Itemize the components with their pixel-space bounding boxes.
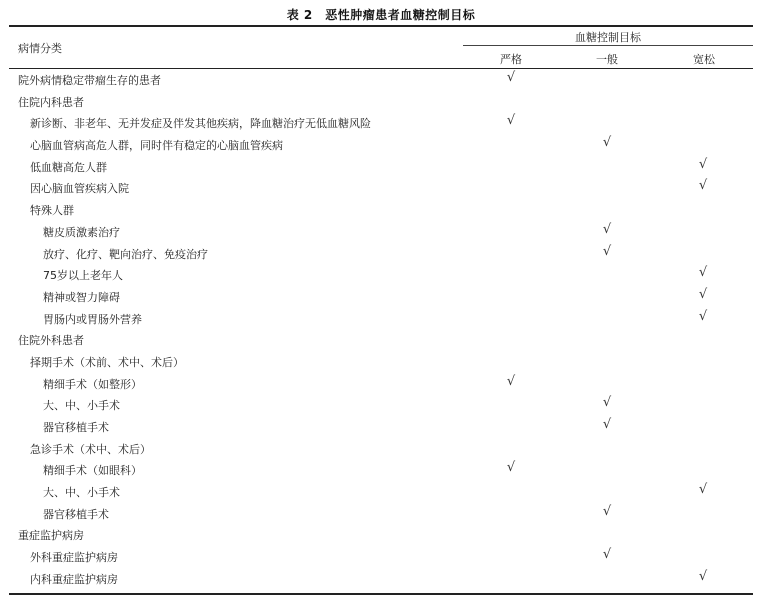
table-row (0, 393, 762, 415)
table-row (0, 220, 762, 242)
check-mark: √ (698, 286, 708, 302)
check-mark: √ (506, 460, 516, 476)
row-label: 大、中、小手术 (43, 399, 120, 413)
table-row (0, 263, 762, 285)
check-mark: √ (506, 113, 516, 129)
row-label: 院外病情稳定带瘤生存的患者 (18, 74, 161, 87)
table-row (0, 458, 762, 480)
table-row (0, 307, 762, 329)
header-category: 病情分类 (18, 42, 62, 55)
table-body (0, 68, 762, 589)
row-label: 精细手术（如眼科） (43, 464, 142, 478)
row-label: 住院外科患者 (18, 334, 84, 348)
table-row (0, 155, 762, 177)
header-col-loose: 宽松 (693, 53, 715, 66)
check-mark: √ (602, 221, 612, 237)
row-label: 新诊断、非老年、无并发症及伴发其他疾病，降血糖治疗无低血糖风险 (30, 117, 371, 131)
check-mark: √ (698, 482, 708, 498)
check-mark: √ (602, 395, 612, 411)
check-mark: √ (602, 547, 612, 563)
row-label: 因心脑血管疾病入院 (30, 182, 129, 196)
check-mark: √ (602, 243, 612, 259)
table-row (0, 350, 762, 372)
row-label: 75岁以上老年人 (43, 269, 123, 283)
row-label: 内科重症监护病房 (30, 572, 118, 586)
table-caption: 表 2 恶性肿瘤患者血糖控制目标 (286, 8, 476, 22)
row-label: 急诊手术（术中、术后） (30, 442, 151, 456)
row-label: 大、中、小手术 (43, 486, 120, 500)
check-mark: √ (698, 156, 708, 172)
row-label: 精细手术（如整形） (43, 377, 142, 391)
header-group-title: 血糖控制目标 (575, 31, 641, 44)
row-label: 择期手术（术前、术中、术后） (30, 355, 184, 369)
header-col-strict: 严格 (500, 53, 522, 66)
check-mark: √ (698, 178, 708, 194)
check-mark: √ (506, 70, 516, 85)
table-row (0, 545, 762, 567)
table-row (0, 480, 762, 502)
row-label: 低血糖高危人群 (30, 160, 107, 174)
table-row (0, 523, 762, 545)
header-group-rule (463, 45, 753, 46)
check-mark: √ (698, 265, 708, 281)
row-label: 器官移植手术 (43, 507, 109, 521)
table-row (0, 415, 762, 437)
table-row (0, 111, 762, 133)
row-label: 特殊人群 (30, 204, 74, 218)
header-col-general: 一般 (596, 53, 618, 66)
check-mark: √ (602, 135, 612, 151)
check-mark: √ (698, 308, 708, 324)
row-label: 精神或智力障碍 (43, 290, 120, 304)
table-row (0, 328, 762, 350)
row-label: 胃肠内或胃肠外营养 (43, 312, 142, 326)
check-mark: √ (506, 373, 516, 389)
check-mark: √ (602, 417, 612, 432)
table-row (0, 567, 762, 589)
row-label: 糖皮质激素治疗 (43, 225, 120, 239)
table-row (0, 242, 762, 264)
row-label: 放疗、化疗、靶向治疗、免疫治疗 (43, 247, 208, 261)
table-row (0, 133, 762, 155)
row-label: 住院内科患者 (18, 95, 84, 109)
table-row (0, 90, 762, 112)
row-label: 外科重症监护病房 (30, 551, 118, 565)
table-row (0, 176, 762, 198)
table-bottom-rule (9, 593, 753, 595)
table-row (0, 198, 762, 220)
row-label: 心脑血管病高危人群，同时伴有稳定的心脑血管疾病 (30, 139, 283, 153)
table-row (0, 502, 762, 524)
check-mark: √ (698, 568, 708, 584)
row-label: 重症监护病房 (18, 529, 84, 543)
table-row (0, 285, 762, 307)
table-row (0, 437, 762, 459)
table-top-rule (9, 25, 753, 27)
table-row (0, 68, 762, 90)
check-mark: √ (602, 503, 612, 519)
table-row (0, 372, 762, 394)
row-label: 器官移植手术 (43, 421, 109, 434)
